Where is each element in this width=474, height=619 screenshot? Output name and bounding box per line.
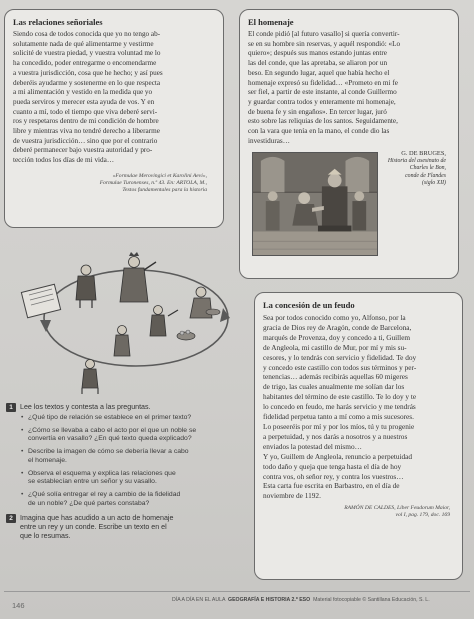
footer-subject: GEOGRAFÍA E HISTORIA 2.º ESO — [228, 597, 311, 603]
text-line: marqués de Provenza, doy y concedo a ti, Guillem — [263, 332, 411, 342]
text-line: a mi alimentación y vestido en la medida que yo — [13, 88, 153, 97]
text-line: las del conde, que las apretaba, se aliaron por un — [248, 59, 388, 68]
instruction-line: que lo resumas. — [20, 532, 71, 541]
question-line: de un noble? ¿De qué partes constaba? — [28, 499, 150, 507]
relaciones-text — [13, 30, 215, 166]
text-line: gracia de Dios rey de Aragón, conde de Barcelona, — [263, 322, 412, 332]
concesion-source — [263, 505, 454, 519]
text-line: enviados la potestad del mismo… — [263, 441, 362, 451]
text-line: lo concedo en feudo, me harás servicio y me tendrás — [263, 402, 416, 412]
question-item — [28, 414, 242, 423]
text-line: Y yo, Guillem de Angleola, renuncio a perpetuidad — [263, 451, 413, 461]
homenaje-text — [248, 30, 450, 146]
question-line: • ¿Cómo se llevaba a cabo el acto por el que un noble se — [28, 426, 197, 434]
concesion-feudo-box — [254, 292, 463, 580]
text-line: cesores, y lo tendrás con servicio y fidelidad. Te doy — [263, 352, 417, 362]
text-line: todo daño y queja que tenga hasta el día de hoy — [263, 461, 402, 471]
activity-2 — [6, 514, 242, 541]
text-line: y guardar contra todos y enteramente mi homenaje, — [248, 97, 396, 106]
text-line: tenencias… además recibirás aquellas 60 migeres — [263, 372, 408, 382]
concesion-title: La concesión de un feudo — [263, 300, 355, 310]
text-line: investiduras… — [248, 136, 290, 145]
text-line: libre y mientras viva no tendré derecho a liberarme — [13, 127, 160, 136]
homenaje-box — [239, 9, 459, 279]
text-line: pueda serviros y merecer esta ayuda de vos. Y en — [13, 97, 155, 106]
relaciones-source — [13, 173, 215, 195]
footer-divider — [4, 591, 470, 592]
concesion-text-2 — [263, 452, 454, 502]
footer-series: DÍA A DÍA EN EL AULA — [172, 597, 226, 603]
homage-miniature-image — [252, 152, 378, 256]
text-line: quiero»; después sus manos estando juntas entre — [248, 49, 387, 58]
question-line: convertía en vasallo? ¿En qué texto queda explicado? — [28, 435, 192, 443]
miniature-caption — [366, 150, 446, 187]
text-line: noviembre de 1192. — [263, 491, 321, 501]
document-icon — [21, 284, 60, 317]
homenaje-title: El homenaje — [248, 17, 294, 27]
text-line: tección todos los días de mi vida… — [13, 156, 115, 165]
footer-credits — [172, 597, 472, 603]
text-line: ser fiel, a partir de este instante, al conde Guillermo — [248, 88, 397, 97]
activities-section — [6, 403, 242, 541]
activity-instruction: Lee los textos y contesta a las preguntas. — [20, 403, 151, 411]
question-item — [28, 491, 242, 508]
text-line: se en su hombre sin reservas, y aquél respondió: «Lo — [248, 39, 401, 48]
text-line: fidelidad perpetua tanto a mí como a mis sucesores. — [263, 412, 414, 422]
text-line: Esta carta fue escrita en Barbastro, en el día de — [263, 481, 400, 491]
activity-number-badge: 1 — [6, 403, 16, 412]
source-line: vol I, pag. 179, doc. 169 — [395, 512, 450, 519]
caption-line: (siglo XII) — [422, 180, 446, 187]
relaciones-senoriales-box — [4, 9, 224, 228]
text-line: Lo poseeréis por mí y por los míos, tú y tu progenie — [263, 421, 415, 431]
text-line: deberéis ayudarme y sostenerme en lo que respecta — [13, 78, 161, 87]
text-line: habitantes del término de este castillo. Te lo doy y te — [263, 392, 417, 402]
text-line: cuanto a mí, todo el tiempo que viva deberé servi- — [13, 107, 158, 116]
source-line: Textos fundamentales para la historia — [122, 187, 207, 194]
instruction-line: Imagina que has acudido a un acto de homenaje — [20, 514, 174, 523]
question-item — [28, 470, 242, 487]
concesion-text — [263, 313, 454, 452]
question-line: • Describe la imagen de cómo se debería llevar a cabo — [28, 448, 189, 456]
caption-line: Historia del asesinato de — [387, 157, 446, 164]
question-item — [28, 448, 242, 465]
homenaje-illustration-area — [248, 150, 450, 262]
page-number: 146 — [12, 601, 25, 610]
text-line: de vuestra jurisdicción… sino que por el contrario — [13, 136, 158, 145]
activity-number-badge: 2 — [6, 514, 16, 523]
source-line: «Formulae Merovingici et Karolini Aevi», — [112, 172, 207, 179]
activity-1 — [6, 403, 242, 508]
activity-instruction — [20, 514, 173, 541]
text-line: solicité de vuestra piedad, y vuestra voluntad me lo — [13, 49, 161, 58]
text-line: con la vara que tenía en la mano, el conde dio las — [248, 127, 390, 136]
question-line: • Observa el esquema y explica las relaciones que — [28, 469, 176, 477]
text-line: ha concedido, poder entregarme o encomendarme — [13, 59, 157, 68]
text-line: esto sobre las reliquias de los santos. Seguidamente, — [248, 117, 398, 126]
text-line: Siendo cosa de todos conocida que yo no tengo ab- — [13, 30, 161, 38]
question-item — [28, 427, 242, 444]
text-line: beso. En segundo lugar, aquel que había hecho el — [248, 68, 390, 77]
source-line: RAMÓN DE CALDES, Liber Feudorum Maior, — [344, 505, 450, 512]
caption-line: conde de Flandes — [405, 172, 446, 179]
text-line: El conde pidió [al futuro vasallo] si quería convertir- — [248, 30, 400, 38]
caption-line: Charles le Bon, — [409, 165, 446, 172]
activity-1-questions — [28, 414, 242, 508]
text-line: de Angleola, mi castillo de Mur, por mí y mis su- — [263, 342, 407, 352]
text-line: deberé permanecer bajo vuestra autoridad y pro- — [13, 146, 153, 155]
relaciones-title: Las relaciones señoriales — [13, 17, 103, 27]
question-line: el homenaje. — [28, 456, 67, 464]
caption-author: G. DE BRUGES, — [401, 150, 446, 158]
feudal-relations-scheme-image — [18, 240, 243, 400]
question-line: • ¿Qué tipo de relación se establece en el primer texto? — [28, 414, 192, 421]
text-line: a perpetuidad, y nos darás a nosotros y a nuestros — [263, 431, 408, 441]
question-line: se establecían entre un señor y su vasallo. — [28, 478, 157, 486]
footer-copyright: Material fotocopiable © Santillana Educación, S. L. — [313, 597, 430, 603]
activity-1-heading — [6, 403, 242, 412]
activity-2-heading — [6, 514, 242, 541]
text-line: homenaje expresó su fidelidad… «Prometo en mi fe — [248, 78, 398, 87]
text-line: a vuestra jurisdicción, cosa que he hecho; y así pues — [13, 68, 163, 77]
text-line: y concedo este castillo con todos sus términos y per- — [263, 362, 417, 372]
text-line: de trigo, las cuales anualmente me solían dar los — [263, 382, 405, 392]
text-line: de buena fe y sin engaños». En tercer lugar, juró — [248, 107, 387, 116]
text-line: Sea por todos conocido como yo, Alfonso, por la — [263, 313, 406, 322]
text-line: ros y respetaros dentro de mi condición de hombre — [13, 117, 159, 126]
instruction-line: entre un rey y un conde. Escribe un texto en el — [20, 523, 167, 532]
text-line: solutamente nada de qué alimentarme y vestirme — [13, 39, 154, 48]
text-line: contra vos, oh señor rey, y contra los vuestros… — [263, 471, 404, 481]
question-line: • ¿Qué solía entregar el rey a cambio de la fidelidad — [28, 490, 181, 498]
source-line: Formulae Turonenses, n.º 43. En: ARTOLA, M., — [99, 180, 207, 187]
